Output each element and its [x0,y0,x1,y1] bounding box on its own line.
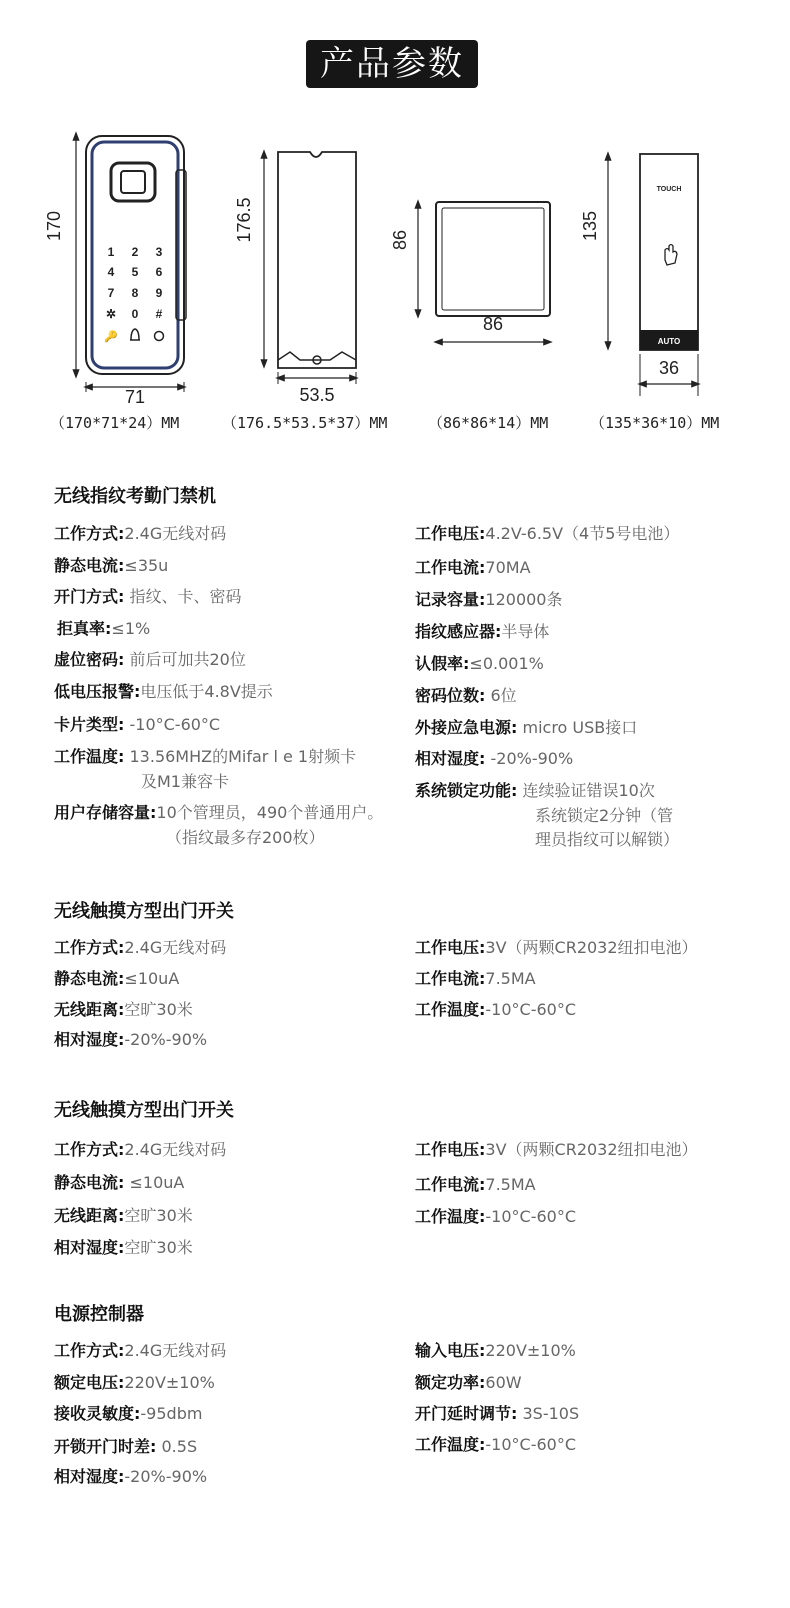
spec-value: -10°C-60°C [124,715,221,734]
spec-label: 工作温度: [415,1207,486,1226]
spec-label: 工作温度: [54,747,125,766]
bell-icon [130,329,140,340]
spec-value: -20%-90% [485,749,574,768]
spec-item [415,716,637,740]
spec-item [415,556,531,580]
spec-label: 工作方式: [54,1140,125,1159]
spec-value: ≤0.001% [469,654,544,673]
spec-value: micro USB接口 [517,718,638,737]
spec-value: -20%-90% [124,1467,208,1486]
spec-value: 2.4G无线对码 [124,1140,227,1159]
hand-icon [665,245,677,266]
spec-item [415,1339,576,1363]
spec-value: 3V（两颗CR2032纽扣电池） [485,1140,698,1159]
spec-item [54,1138,226,1162]
spec-label: 认假率: [415,654,470,673]
spec-item [54,1171,184,1195]
spec-item [415,936,698,960]
spec-value: 4.2V-6.5V（4节5号电池） [485,524,680,543]
spec-value: 半导体 [501,622,550,641]
spec-value: 220V±10% [485,1341,576,1360]
spec-item [415,652,544,676]
exit-button-drawing [580,154,698,396]
spec-value: 空旷30米 [124,1238,193,1257]
spec-value: 空旷30米 [124,1206,193,1225]
spec-label: 虚位密码: [54,650,125,669]
spec-value: 6位 [485,686,517,705]
spec-label: 外接应急电源: [415,718,518,737]
spec-value: 指纹、卡、密码 [124,587,242,606]
power-controller-drawing [234,152,356,405]
spec-item [54,801,383,825]
spec-value: -95dbm [140,1404,203,1423]
key: 2 [131,245,139,259]
spec-item [54,1465,207,1489]
spec-label: 密码位数: [415,686,486,705]
spec-label: 工作方式: [54,938,125,957]
spec-label: 指纹感应器: [415,622,502,641]
section-title: 无线触摸方型出门开关 [54,901,234,922]
spec-value: -20%-90% [124,1030,208,1049]
spec-label: 拒真率: [57,619,112,638]
spec-item [54,1435,197,1459]
spec-label: 静态电流: [54,969,125,988]
controller-height-label: 176.5 [234,197,254,243]
spec-value: 10个管理员，490个普通用户。 [156,803,384,822]
spec-item [415,1371,522,1395]
spec-label: 相对湿度: [54,1030,125,1049]
spec-value: 120000条 [485,590,563,609]
spec-label: 工作温度: [415,1000,486,1019]
spec-label: 工作电压: [415,938,486,957]
spec-item [54,1204,193,1228]
lock-size-caption: （170*71*24）MM [50,414,180,432]
spec-value: 0.5S [156,1437,198,1456]
spec-value: 70MA [485,558,531,577]
spec-value: 前后可加共20位 [124,650,246,669]
section-title: 无线指纹考勤门禁机 [54,486,216,507]
exit-width-label: 36 [658,358,680,378]
spec-item [54,554,168,578]
spec-continuation: 理员指纹可以解锁） [535,830,680,849]
spec-item [54,585,242,609]
spec-value: 13.56MHZ的Mifar l e 1射频卡 [124,747,357,766]
spec-label: 输入电压: [415,1341,486,1360]
spec-label: 系统锁定功能: [415,781,518,800]
spec-value: 2.4G无线对码 [124,1341,227,1360]
key: 1 [107,245,115,259]
spec-continuation: 及M1兼容卡 [141,772,229,791]
spec-label: 工作温度: [415,1435,486,1454]
square-height-label: 86 [390,229,410,251]
spec-item [415,1138,698,1162]
section-title: 无线触摸方型出门开关 [54,1100,234,1121]
key: 4 [107,265,115,279]
section-title: 电源控制器 [54,1304,144,1325]
spec-value: -10°C-60°C [485,1207,577,1226]
spec-value: ≤10uA [124,969,180,988]
spec-label: 工作方式: [54,524,125,543]
spec-label: 静态电流: [54,556,125,575]
spec-label: 工作电流: [415,558,486,577]
lock-width-label: 71 [124,387,146,407]
key: 8 [131,286,139,300]
spec-item [415,747,573,771]
spec-label: 开门方式: [54,587,125,606]
spec-label: 记录容量: [415,590,486,609]
spec-item [54,745,356,769]
keypad [106,245,163,321]
spec-value: 2.4G无线对码 [124,524,227,543]
key: 7 [107,286,115,300]
spec-value: 3V（两颗CR2032纽扣电池） [485,938,698,957]
spec-value: ≤35u [124,556,169,575]
spec-label: 接收灵敏度: [54,1404,141,1423]
square-size-caption: （86*86*14）MM [428,414,549,432]
spec-item [415,1173,536,1197]
spec-value: 电压低于4.8V提示 [140,682,273,701]
key: 9 [155,286,163,300]
spec-label: 工作方式: [54,1341,125,1360]
spec-label: 工作电压: [415,1140,486,1159]
spec-label: 工作电流: [415,969,486,988]
auto-label: AUTO [657,337,681,346]
key: 6 [155,265,163,279]
spec-label: 相对湿度: [54,1238,125,1257]
spec-continuation: 系统锁定2分钟（管 [535,806,674,825]
spec-value: ≤10uA [124,1173,185,1192]
spec-item [54,936,226,960]
spec-value: 空旷30米 [124,1000,193,1019]
touch-label: TOUCH [656,186,682,193]
spec-label: 静态电流: [54,1173,125,1192]
spec-item [415,1402,579,1426]
card-icon [155,332,164,341]
spec-value: 220V±10% [124,1373,215,1392]
controller-size-caption: （176.5*53.5*37）MM [222,414,388,432]
spec-label: 相对湿度: [54,1467,125,1486]
spec-label: 低电压报警: [54,682,141,701]
key: 3 [155,245,163,259]
spec-value: 7.5MA [485,969,536,988]
spec-item [415,967,536,991]
spec-item [54,998,193,1022]
spec-label: 工作电压: [415,524,486,543]
lock-height-label: 170 [44,210,64,242]
spec-label: 相对湿度: [415,749,486,768]
spec-label: 额定电压: [54,1373,125,1392]
key: 0 [131,307,139,321]
spec-value: 7.5MA [485,1175,536,1194]
spec-item [415,779,655,803]
spec-label: 无线距离: [54,1000,125,1019]
spec-item [54,1339,226,1363]
spec-item [415,1433,576,1457]
spec-label: 开锁开门时差: [54,1437,157,1456]
spec-item [54,1028,207,1052]
spec-item [415,1205,576,1229]
spec-item [54,648,246,672]
spec-item [54,967,179,991]
spec-item [54,522,226,546]
spec-value: ≤1% [111,619,151,638]
spec-label: 无线距离: [54,1206,125,1225]
spec-value: -10°C-60°C [485,1435,577,1454]
spec-item [415,620,549,644]
key: 5 [131,265,139,279]
square-switch-drawing [390,202,550,342]
spec-item [415,588,563,612]
spec-label: 卡片类型: [54,715,125,734]
spec-label: 额定功率: [415,1373,486,1392]
square-width-label: 86 [482,314,504,334]
spec-continuation: （指纹最多存200枚） [166,828,325,847]
spec-value: 连续验证错误10次 [517,781,655,800]
spec-value: 2.4G无线对码 [124,938,227,957]
fingerprint-lock-drawing [44,136,186,407]
exit-size-caption: （135*36*10）MM [590,414,720,432]
spec-label: 工作电流: [415,1175,486,1194]
spec-item [415,684,517,708]
spec-item [415,522,679,546]
spec-item [54,1236,193,1260]
page-title: 产品参数 [306,40,478,88]
key-icon: 🔑 [104,331,118,343]
spec-label: 开门延时调节: [415,1404,518,1423]
spec-item [54,1402,202,1426]
controller-width-label: 53.5 [299,385,335,405]
spec-item [415,998,576,1022]
dimension-drawings [0,120,790,420]
key: ✲ [105,307,117,321]
spec-value: 60W [485,1373,522,1392]
spec-value: 3S-10S [517,1404,580,1423]
spec-item [54,680,273,704]
spec-item [57,617,150,641]
exit-height-label: 135 [580,210,600,242]
spec-item [54,713,220,737]
key: # [155,307,163,321]
spec-value: -10°C-60°C [485,1000,577,1019]
spec-item [54,1371,215,1395]
spec-label: 用户存储容量: [54,803,157,822]
